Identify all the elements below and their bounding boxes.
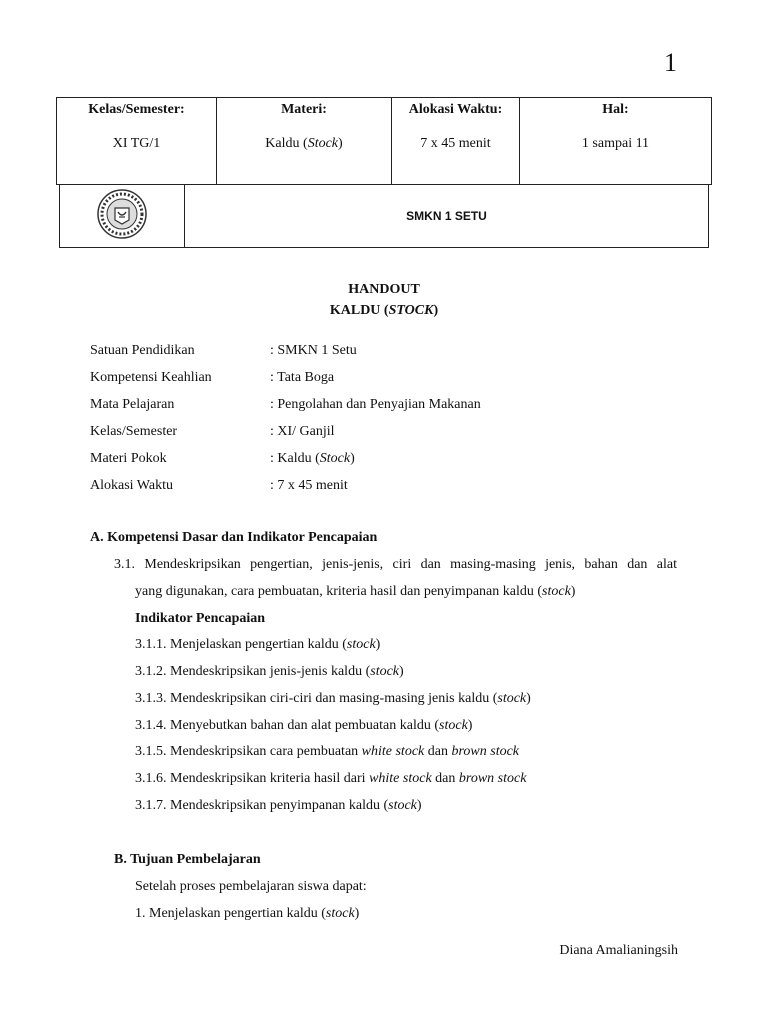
document-subtitle: KALDU (STOCK): [329, 303, 439, 318]
logo-cell: [60, 185, 185, 248]
section-b-intro: Setelah proses pembelajaran siswa dapat:: [135, 879, 367, 894]
school-name-cell: [185, 185, 709, 248]
info-label: Kompetensi Keahlian: [90, 370, 212, 385]
info-value: : 7 x 45 menit: [270, 478, 348, 493]
indicator-item: 3.1.5. Mendeskripsikan cara pembuatan white stock dan brown stock: [135, 744, 520, 759]
section-b-heading: B. Tujuan Pembelajaran: [114, 852, 261, 867]
indicator-item: 3.1.2. Mendeskripsikan jenis-jenis kaldu (stock): [135, 664, 404, 679]
page-number: 1: [664, 48, 677, 77]
indicator-item: 3.1.3. Mendeskripsikan ciri-ciri dan masing-masing jenis kaldu (stock): [135, 691, 531, 706]
document-title: HANDOUT: [348, 282, 420, 297]
school-name: SMKN 1 SETU: [406, 209, 487, 223]
indicator-item: 3.1.1. Menjelaskan pengertian kaldu (stock): [135, 637, 381, 652]
school-table: [59, 184, 709, 248]
school-emblem-icon: [96, 227, 148, 244]
info-value: : Kaldu (Stock): [270, 451, 355, 466]
header-time-value: 7 x 45 menit: [420, 136, 491, 151]
info-value: : Pengolahan dan Penyajian Makanan: [270, 397, 481, 412]
kd-line-2: yang digunakan, cara pembuatan, kriteria hasil dan penyimpanan kaldu (stock): [135, 584, 576, 599]
header-cell-time: [392, 98, 520, 185]
info-value: : Tata Boga: [270, 370, 335, 385]
indicator-heading: Indikator Pencapaian: [135, 611, 266, 626]
info-label: Mata Pelajaran: [90, 397, 175, 412]
indicator-item: 3.1.6. Mendeskripsikan kriteria hasil dari white stock dan brown stock: [135, 771, 527, 786]
header-page-value: 1 sampai 11: [581, 136, 650, 151]
kd-line-1: 3.1. Mendeskripsikan pengertian, jenis-jenis, ciri dan masing-masing jenis, bahan dan alat: [114, 557, 677, 572]
info-label: Alokasi Waktu: [90, 478, 173, 493]
header-time-heading: Alokasi Waktu:: [408, 102, 503, 117]
indicator-item: 3.1.4. Menyebutkan bahan dan alat pembuatan kaldu (stock): [135, 718, 473, 733]
header-material-value: Kaldu (Stock): [265, 136, 343, 151]
header-cell-material: [217, 98, 392, 185]
header-class-heading: Kelas/Semester:: [88, 102, 185, 117]
section-a-heading: A. Kompetensi Dasar dan Indikator Pencapaian: [90, 530, 378, 545]
header-cell-class: [57, 98, 217, 185]
header-cell-page: [520, 98, 712, 185]
info-label: Materi Pokok: [90, 451, 167, 466]
info-label: Satuan Pendidikan: [90, 343, 195, 358]
header-class-value: XI TG/1: [112, 136, 161, 151]
header-table: [56, 97, 712, 185]
objective-item: 1. Menjelaskan pengertian kaldu (stock): [135, 906, 360, 921]
info-value: : XI/ Ganjil: [270, 424, 335, 439]
footer-author: Diana Amalianingsih: [559, 943, 678, 958]
header-page-heading: Hal:: [602, 102, 629, 117]
header-material-heading: Materi:: [281, 102, 327, 117]
info-value: : SMKN 1 Setu: [270, 343, 357, 358]
indicator-item: 3.1.7. Mendeskripsikan penyimpanan kaldu (stock): [135, 798, 422, 813]
info-label: Kelas/Semester: [90, 424, 178, 439]
